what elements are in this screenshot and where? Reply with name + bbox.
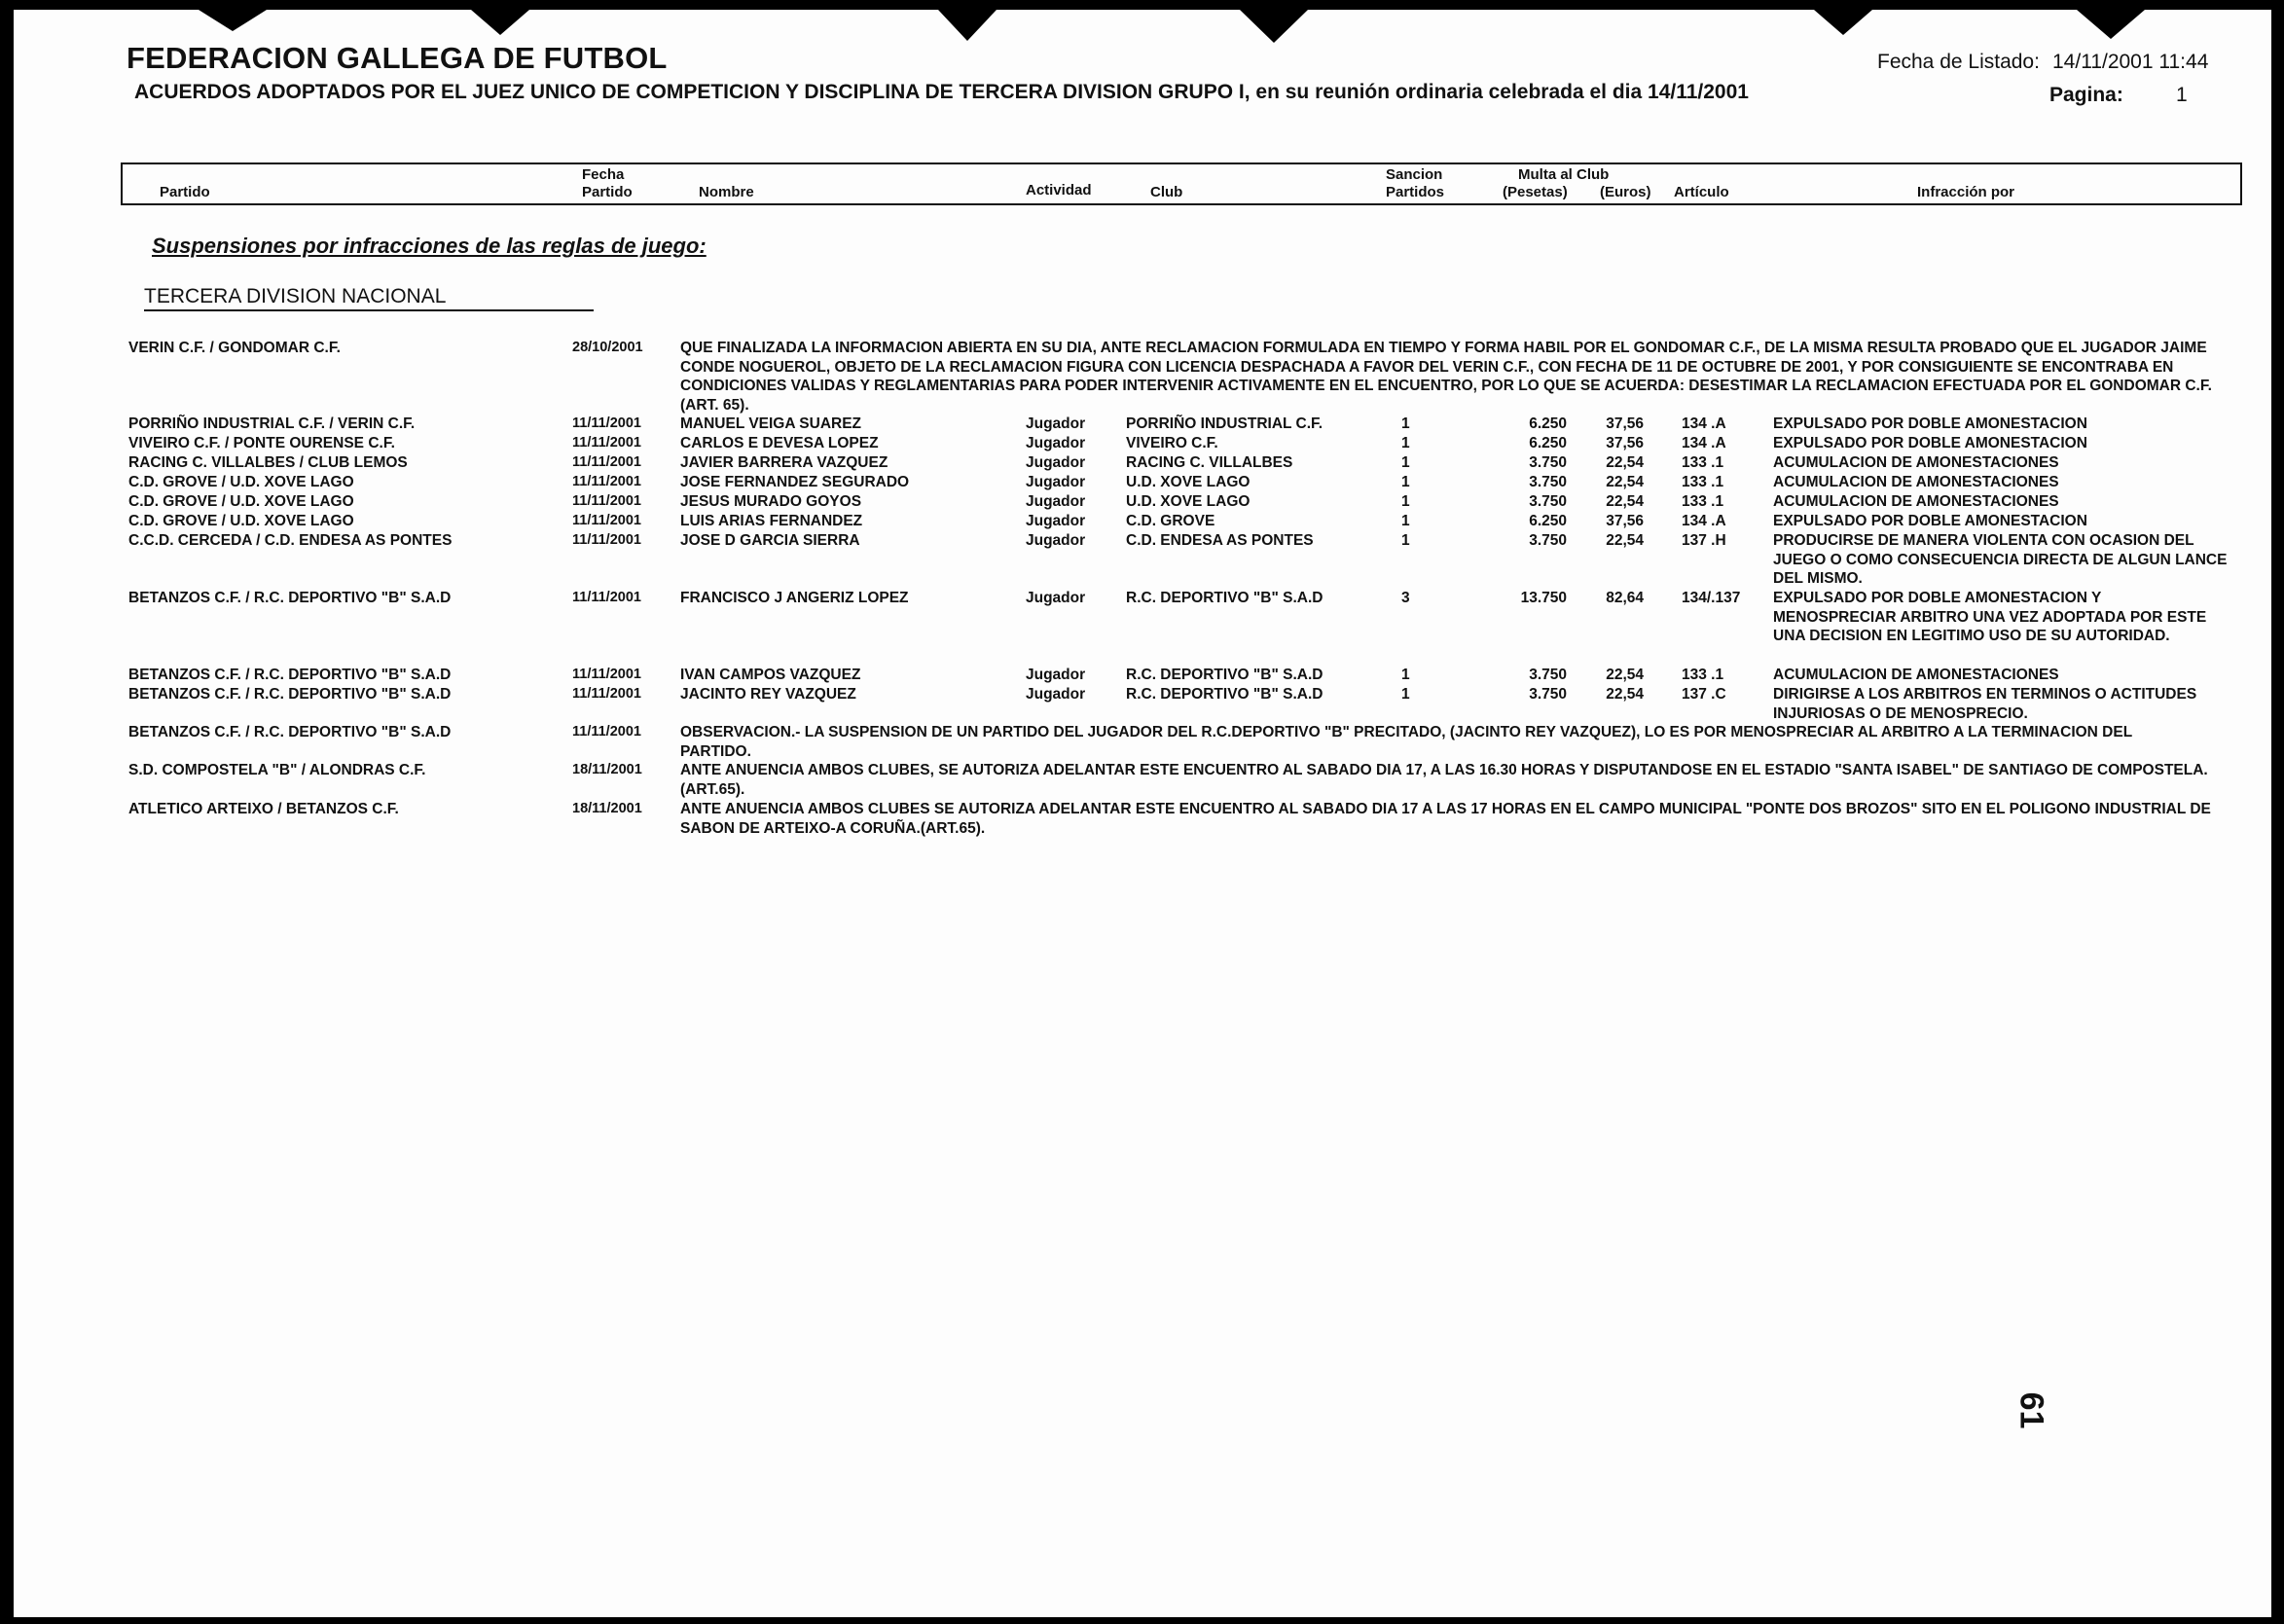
row-pesetas: 3.750 — [1529, 532, 1567, 549]
scan-notch — [471, 10, 529, 35]
page-label: Pagina: — [2049, 84, 2123, 106]
row-actividad: Jugador — [1026, 454, 1086, 471]
division-label: TERCERA DIVISION NACIONAL — [144, 285, 447, 307]
col-sancion-2: Partidos — [1386, 184, 1445, 200]
row-euros: 22,54 — [1606, 454, 1644, 471]
col-euros: (Euros) — [1600, 184, 1651, 200]
row-articulo: 137 .C — [1682, 686, 1726, 703]
row-actividad: Jugador — [1026, 686, 1086, 703]
organization-title: FEDERACION GALLEGA DE FUTBOL — [127, 41, 668, 75]
row-nombre: JOSE D GARCIA SIERRA — [680, 532, 860, 549]
row-nombre: FRANCISCO J ANGERIZ LOPEZ — [680, 590, 909, 606]
row-actividad: Jugador — [1026, 532, 1086, 549]
row-partido: S.D. COMPOSTELA "B" / ALONDRAS C.F. — [128, 762, 426, 778]
row-fecha: 11/11/2001 — [572, 724, 641, 740]
row-club: U.D. XOVE LAGO — [1126, 474, 1251, 490]
col-multa: Multa al Club — [1518, 166, 1610, 183]
page-value: 1 — [2176, 84, 2188, 106]
row-euros: 22,54 — [1606, 686, 1644, 703]
row-fecha: 18/11/2001 — [572, 801, 642, 816]
row-fecha: 11/11/2001 — [572, 435, 641, 451]
scan-notch — [1240, 10, 1308, 43]
row-nombre: JESUS MURADO GOYOS — [680, 493, 862, 510]
row-actividad: Jugador — [1026, 590, 1086, 606]
row-sancion: 3 — [1401, 590, 1410, 606]
row-actividad: Jugador — [1026, 513, 1086, 529]
row-euros: 22,54 — [1606, 532, 1644, 549]
row-partido: C.D. GROVE / U.D. XOVE LAGO — [128, 493, 354, 510]
row-club: C.D. ENDESA AS PONTES — [1126, 532, 1314, 549]
row-fecha: 28/10/2001 — [572, 340, 643, 355]
scan-notch — [938, 10, 997, 41]
row-articulo: 133 .1 — [1682, 493, 1724, 510]
row-partido: VIVEIRO C.F. / PONTE OURENSE C.F. — [128, 435, 395, 451]
row-partido: C.D. GROVE / U.D. XOVE LAGO — [128, 474, 354, 490]
listing-date-value: 14/11/2001 11:44 — [2052, 51, 2209, 73]
row-sancion: 1 — [1401, 513, 1410, 529]
row-infraccion: DIRIGIRSE A LOS ARBITROS EN TERMINOS O ACTITUDES INJURIOSAS O DE MENOSPRECIO. — [1773, 686, 2197, 722]
row-articulo: 134 .A — [1682, 435, 1726, 451]
row-euros: 82,64 — [1606, 590, 1644, 606]
row-observacion: OBSERVACION.- LA SUSPENSION DE UN PARTIDO DEL JUGADOR DEL R.C.DEPORTIVO "B" PRECITADO, (JACINTO REY VAZQUEZ), LO ES POR MENOSPRECIAR AL ARBITRO A LA TERMINACION DEL PARTIDO. — [680, 724, 2132, 760]
row-sancion: 1 — [1401, 686, 1410, 703]
row-infraccion: ACUMULACION DE AMONESTACIONES — [1773, 474, 2059, 490]
row-sancion: 1 — [1401, 532, 1410, 549]
row-club: R.C. DEPORTIVO "B" S.A.D — [1126, 667, 1323, 683]
scan-notch — [199, 10, 267, 31]
row-fecha: 11/11/2001 — [572, 532, 641, 548]
row-observacion: QUE FINALIZADA LA INFORMACION ABIERTA EN SU DIA, ANTE RECLAMACION FORMULADA EN TIEMPO Y FORMA HABIL POR EL GONDOMAR C.F., DE LA MISMA RESULTA PROBADO QUE EL JUGADOR JAIME CONDE NOGUEROL, OBJETO DE LA RECLAMACION FIGURA CON LICENCIA DESPACHADA A FAVOR DEL VERIN C.F., CON FECHA DE 11 DE OCTUBRE DE 2001, Y POR CONSIGUIENTE SE ENCONTRABA EN CONDICIONES VALIDAS Y REGLAMENTARIAS PARA PODER INTERVENIR ACTIVAMENTE EN EL ENCUENTRO, POR LO QUE SE ACUERDA: DESESTIMAR LA RECLAMACION EFECTUADA POR EL GONDOMAR C.F.(ART. 65). — [680, 340, 2212, 415]
row-infraccion: EXPULSADO POR DOBLE AMONESTACION — [1773, 513, 2087, 529]
col-infraccion: Infracción por — [1917, 184, 2015, 200]
row-infraccion: EXPULSADO POR DOBLE AMONESTACION — [1773, 415, 2087, 432]
row-nombre: IVAN CAMPOS VAZQUEZ — [680, 667, 861, 683]
scan-notch — [2077, 10, 2145, 39]
row-partido: BETANZOS C.F. / R.C. DEPORTIVO "B" S.A.D — [128, 686, 452, 703]
row-sancion: 1 — [1401, 454, 1410, 471]
section-title: Suspensiones por infracciones de las reglas de juego: — [152, 234, 707, 258]
row-pesetas: 3.750 — [1529, 493, 1567, 510]
row-fecha: 11/11/2001 — [572, 474, 641, 489]
row-pesetas: 6.250 — [1529, 435, 1567, 451]
row-nombre: MANUEL VEIGA SUAREZ — [680, 415, 862, 432]
row-euros: 37,56 — [1606, 435, 1644, 451]
row-articulo: 137 .H — [1682, 532, 1726, 549]
col-fecha-1: Fecha — [582, 166, 625, 183]
row-nombre: JOSE FERNANDEZ SEGURADO — [680, 474, 910, 490]
row-articulo: 134 .A — [1682, 513, 1726, 529]
row-sancion: 1 — [1401, 493, 1410, 510]
row-partido: C.C.D. CERCEDA / C.D. ENDESA AS PONTES — [128, 532, 453, 549]
row-actividad: Jugador — [1026, 493, 1086, 510]
row-articulo: 133 .1 — [1682, 454, 1724, 471]
row-sancion: 1 — [1401, 435, 1410, 451]
row-club: VIVEIRO C.F. — [1126, 435, 1218, 451]
row-sancion: 1 — [1401, 415, 1410, 432]
row-partido: RACING C. VILLALBES / CLUB LEMOS — [128, 454, 408, 471]
row-club: U.D. XOVE LAGO — [1126, 493, 1251, 510]
row-sancion: 1 — [1401, 667, 1410, 683]
row-nombre: CARLOS E DEVESA LOPEZ — [680, 435, 879, 451]
row-infraccion: ACUMULACION DE AMONESTACIONES — [1773, 667, 2059, 683]
row-partido: BETANZOS C.F. / R.C. DEPORTIVO "B" S.A.D — [128, 590, 452, 606]
row-partido: C.D. GROVE / U.D. XOVE LAGO — [128, 513, 354, 529]
row-actividad: Jugador — [1026, 667, 1086, 683]
row-fecha: 11/11/2001 — [572, 667, 641, 682]
row-observacion: ANTE ANUENCIA AMBOS CLUBES SE AUTORIZA ADELANTAR ESTE ENCUENTRO AL SABADO DIA 17 A LAS 17 HORAS EN EL CAMPO MUNICIPAL "PONTE DOS BROZOS" SITO EN EL POLIGONO INDUSTRIAL DE SABON DE ARTEIXO-A CORUÑA.(ART.65). — [680, 801, 2211, 837]
row-fecha: 11/11/2001 — [572, 415, 641, 431]
row-partido: ATLETICO ARTEIXO / BETANZOS C.F. — [128, 801, 399, 817]
division-title — [144, 285, 594, 311]
col-articulo: Artículo — [1674, 184, 1729, 200]
row-infraccion: EXPULSADO POR DOBLE AMONESTACION Y MENOSPRECIAR ARBITRO UNA VEZ ADOPTADA POR ESTE UNA DECISION EN LEGITIMO USO DE SU AUTORIDAD. — [1773, 590, 2207, 645]
row-infraccion: EXPULSADO POR DOBLE AMONESTACION — [1773, 435, 2087, 451]
row-euros: 22,54 — [1606, 474, 1644, 490]
row-fecha: 11/11/2001 — [572, 590, 641, 605]
row-pesetas: 6.250 — [1529, 513, 1567, 529]
column-header-box — [121, 162, 2242, 205]
row-partido: VERIN C.F. / GONDOMAR C.F. — [128, 340, 341, 356]
row-euros: 22,54 — [1606, 493, 1644, 510]
row-fecha: 11/11/2001 — [572, 493, 641, 509]
row-club: C.D. GROVE — [1126, 513, 1215, 529]
row-fecha: 11/11/2001 — [572, 454, 641, 470]
row-actividad: Jugador — [1026, 415, 1086, 432]
row-euros: 37,56 — [1606, 513, 1644, 529]
row-fecha: 11/11/2001 — [572, 513, 641, 528]
row-pesetas: 3.750 — [1529, 474, 1567, 490]
row-partido: PORRIÑO INDUSTRIAL C.F. / VERIN C.F. — [128, 415, 416, 432]
row-infraccion: ACUMULACION DE AMONESTACIONES — [1773, 493, 2059, 510]
row-pesetas: 6.250 — [1529, 415, 1567, 432]
row-partido: BETANZOS C.F. / R.C. DEPORTIVO "B" S.A.D — [128, 724, 452, 740]
row-articulo: 133 .1 — [1682, 667, 1724, 683]
row-pesetas: 3.750 — [1529, 667, 1567, 683]
row-nombre: JAVIER BARRERA VAZQUEZ — [680, 454, 888, 471]
row-pesetas: 13.750 — [1520, 590, 1567, 606]
col-pesetas: (Pesetas) — [1503, 184, 1568, 200]
col-fecha-2: Partido — [582, 184, 633, 200]
col-partido: Partido — [160, 184, 210, 200]
row-sancion: 1 — [1401, 474, 1410, 490]
row-partido: BETANZOS C.F. / R.C. DEPORTIVO "B" S.A.D — [128, 667, 452, 683]
row-pesetas: 3.750 — [1529, 686, 1567, 703]
col-nombre: Nombre — [699, 184, 754, 200]
row-articulo: 134 .A — [1682, 415, 1726, 432]
row-nombre: JACINTO REY VAZQUEZ — [680, 686, 856, 703]
row-club: PORRIÑO INDUSTRIAL C.F. — [1126, 415, 1323, 432]
document-subtitle: ACUERDOS ADOPTADOS POR EL JUEZ UNICO DE COMPETICION Y DISCIPLINA DE TERCERA DIVISION GRUPO I, en su reunión ordinaria celebrada el dia 14/11/2001 — [134, 81, 1749, 103]
row-club: R.C. DEPORTIVO "B" S.A.D — [1126, 686, 1323, 703]
row-articulo: 134/.137 — [1682, 590, 1741, 606]
row-euros: 22,54 — [1606, 667, 1644, 683]
row-fecha: 11/11/2001 — [572, 686, 641, 702]
scan-notch — [1814, 10, 1872, 35]
col-sancion-1: Sancion — [1386, 166, 1443, 183]
row-club: R.C. DEPORTIVO "B" S.A.D — [1126, 590, 1323, 606]
listing-date-label: Fecha de Listado: — [1877, 51, 2040, 73]
row-actividad: Jugador — [1026, 435, 1086, 451]
row-pesetas: 3.750 — [1529, 454, 1567, 471]
row-actividad: Jugador — [1026, 474, 1086, 490]
row-club: RACING C. VILLALBES — [1126, 454, 1293, 471]
row-observacion: ANTE ANUENCIA AMBOS CLUBES, SE AUTORIZA ADELANTAR ESTE ENCUENTRO AL SABADO DIA 17, A LAS 16.30 HORAS Y DISPUTANDOSE EN EL ESTADIO "SANTA ISABEL" DE SANTIAGO DE COMPOSTELA.(ART.65). — [680, 762, 2208, 798]
row-articulo: 133 .1 — [1682, 474, 1724, 490]
row-infraccion: PRODUCIRSE DE MANERA VIOLENTA CON OCASION DEL JUEGO O COMO CONSECUENCIA DIRECTA DE ALGUN LANCE DEL MISMO. — [1773, 532, 2228, 588]
col-club: Club — [1150, 184, 1183, 200]
row-euros: 37,56 — [1606, 415, 1644, 432]
row-fecha: 18/11/2001 — [572, 762, 642, 777]
row-infraccion: ACUMULACION DE AMONESTACIONES — [1773, 454, 2059, 471]
handwritten-page-number: 61 — [2012, 1391, 2050, 1429]
col-actividad: Actividad — [1026, 182, 1092, 198]
row-nombre: LUIS ARIAS FERNANDEZ — [680, 513, 863, 529]
